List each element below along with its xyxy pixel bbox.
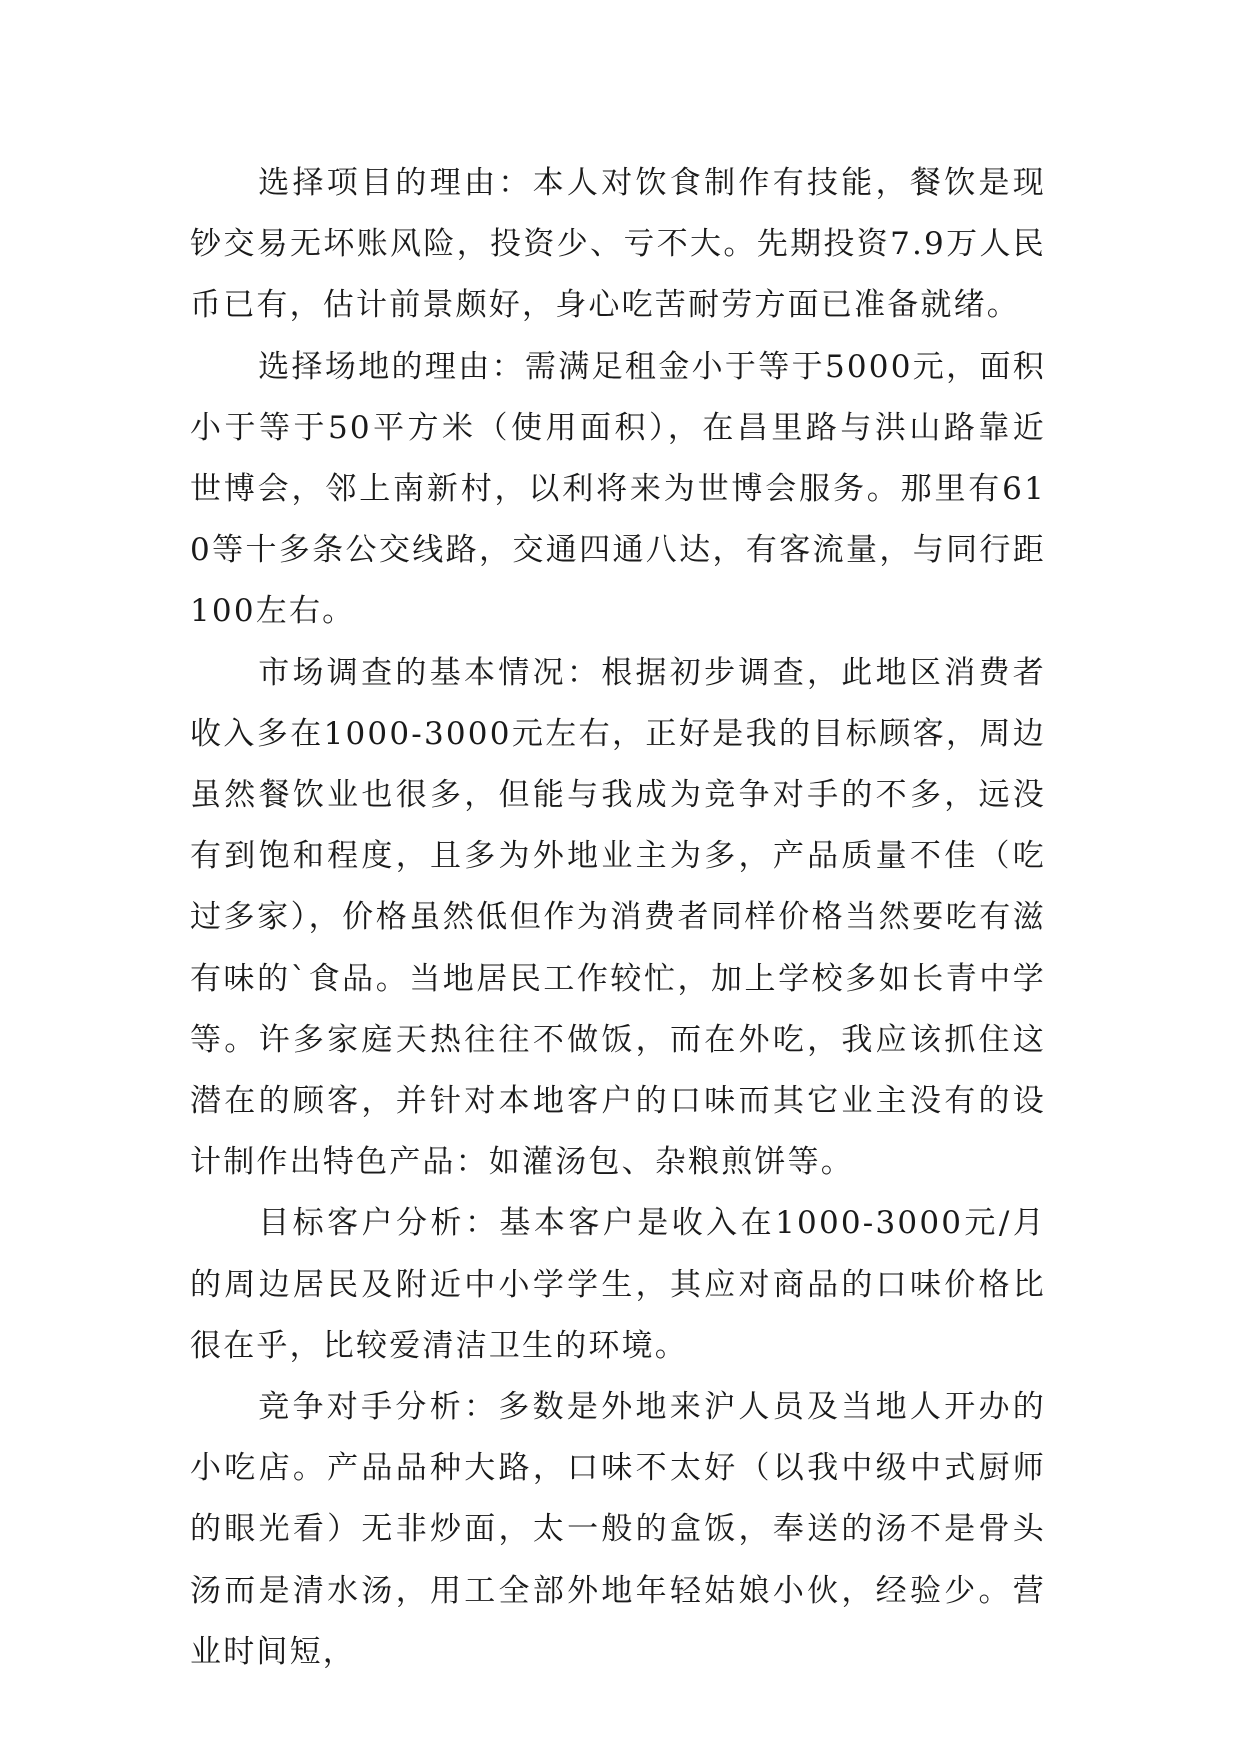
- paragraph-target-customers: 目标客户分析：基本客户是收入在1000-3000元/月的周边居民及附近中小学学生，其应对商品的口味价格比很在乎，比较爱清洁卫生的环境。: [190, 1205, 1046, 1364]
- paragraph-competitor-analysis: 竞争对手分析：多数是外地来沪人员及当地人开办的小吃店。产品品种大路，口味不太好（以我中级中式厨师的眼光看）无非炒面，太一般的盒饭，奉送的汤不是骨头汤而是清水汤，用工全部外地年轻姑娘小伙，经验少。营业时间短，: [190, 1389, 1046, 1670]
- paragraph-site-reason: 选择场地的理由：需满足租金小于等于5000元，面积小于等于50平方米（使用面积），在昌里路与洪山路靠近世博会，邻上南新村，以利将来为世博会服务。那里有610等十多条公交线路，交通四通八达，有客流量，与同行距100左右。: [190, 348, 1046, 630]
- paragraph-market-survey: 市场调查的基本情况：根据初步调查，此地区消费者收入多在1000-3000元左右，正好是我的目标顾客，周边虽然餐饮业也很多，但能与我成为竞争对手的不多，远没有到饱和程度，且多为外地业主为多，产品质量不佳（吃过多家），价格虽然低但作为消费者同样价格当然要吃有滋有味的`食品。当地居民工作较忙，加上学校多如长青中学等。许多家庭天热往往不做饭，而在外吃，我应该抓住这潜在的顾客，并针对本地客户的口味而其它业主没有的设计制作出特色产品：如灌汤包、杂粮煎饼等。: [190, 654, 1046, 1181]
- document-body: [190, 153, 1046, 1683]
- paragraph-project-reason: 选择项目的理由：本人对饮食制作有技能，餐饮是现钞交易无坏账风险，投资少、亏不大。先期投资7.9万人民币已有，估计前景颇好，身心吃苦耐劳方面已准备就绪。: [190, 165, 1046, 324]
